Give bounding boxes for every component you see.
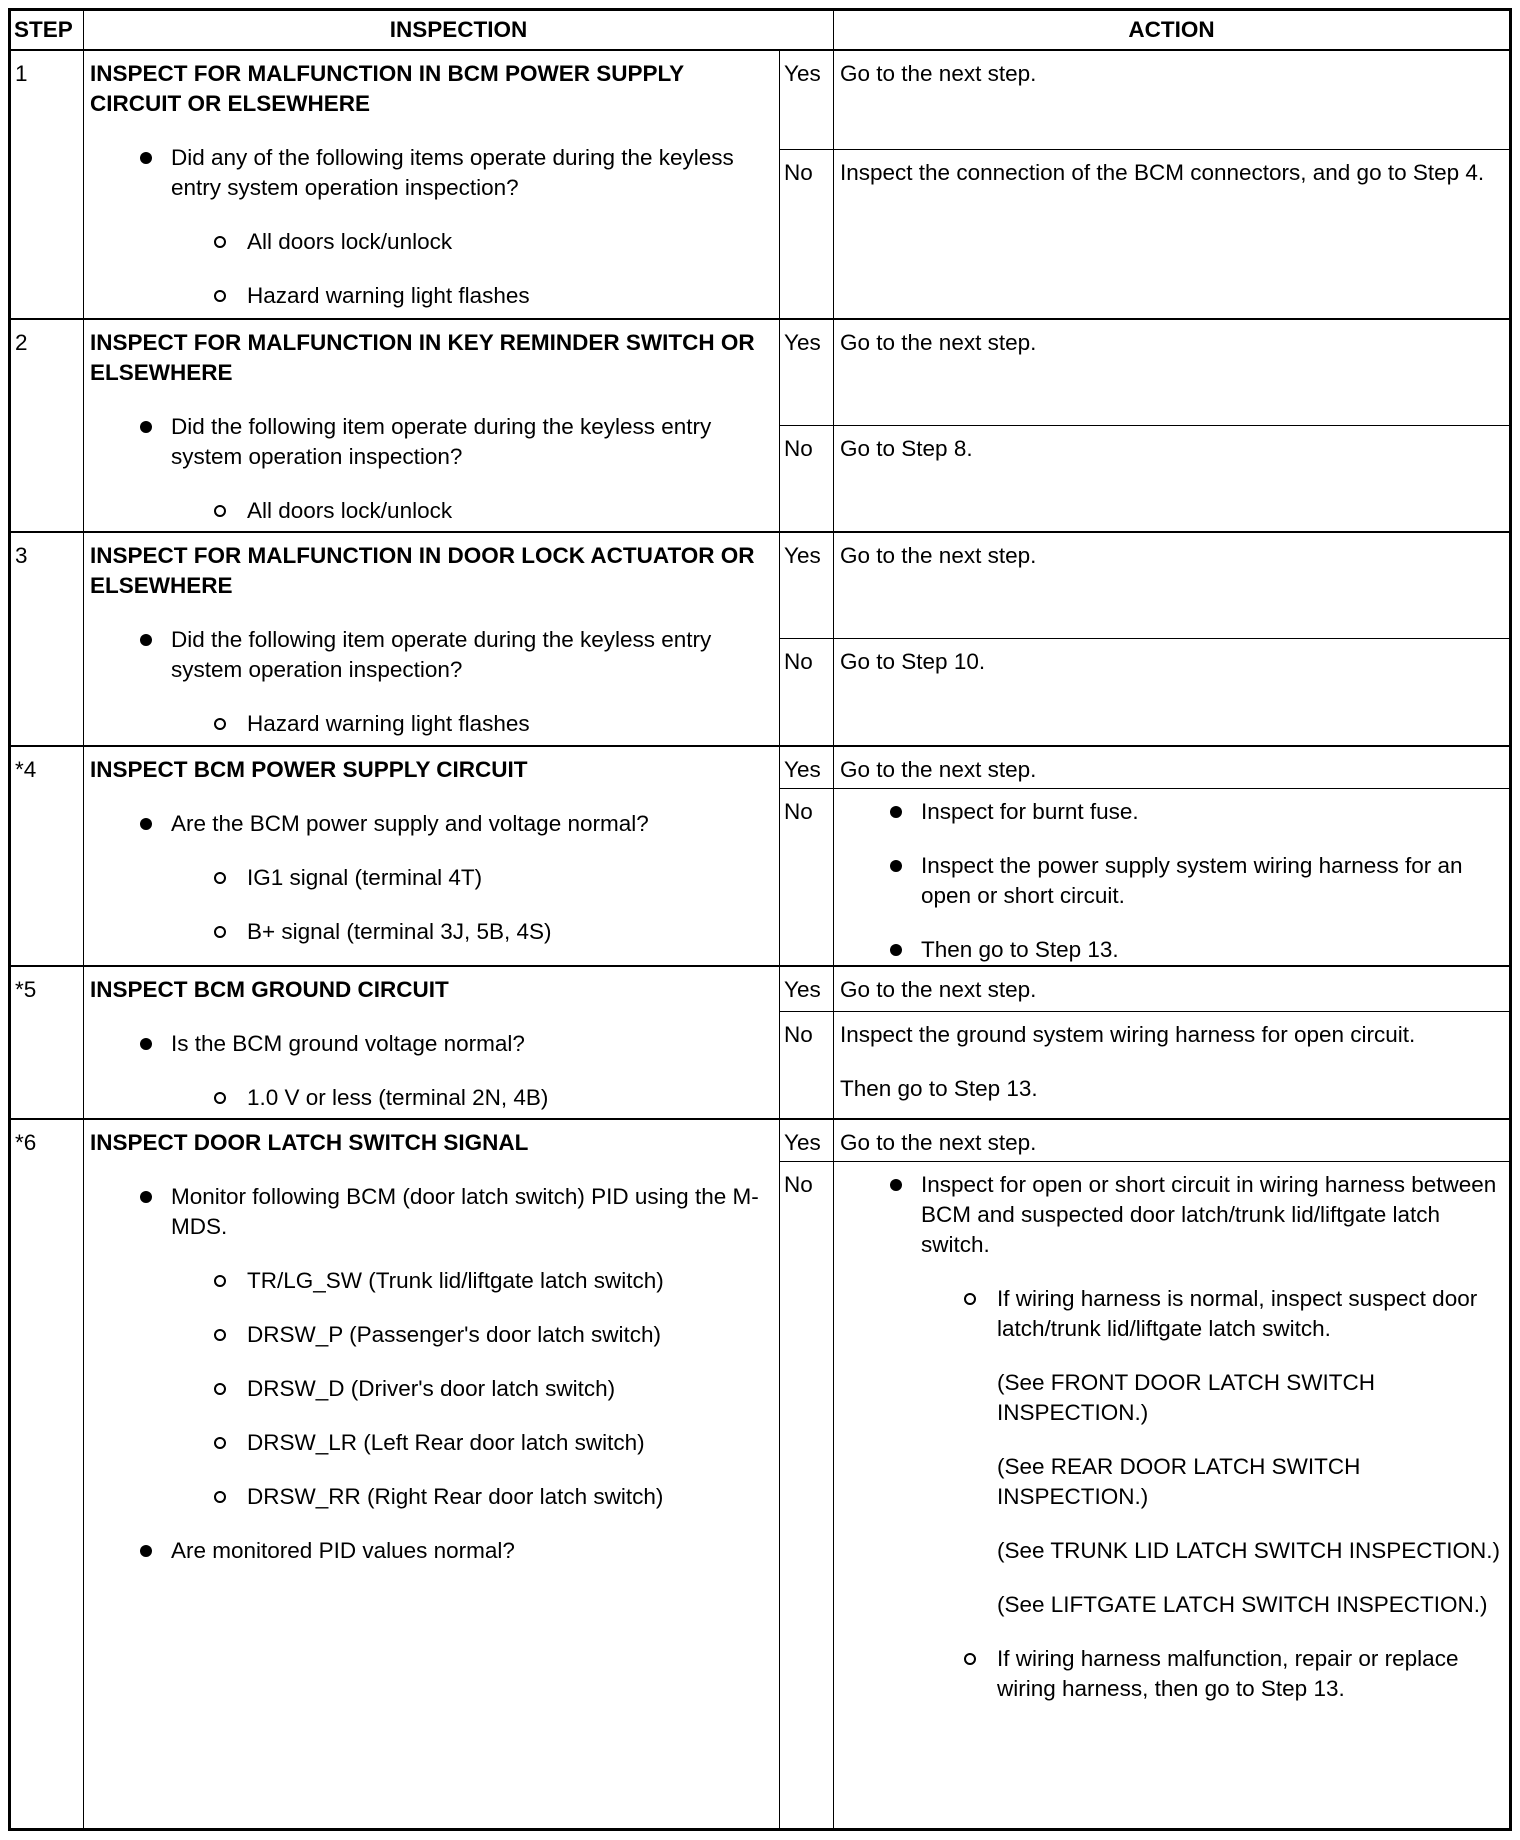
inspection-cell [84,532,780,746]
item-text: B+ signal (terminal 3J, 5B, 4S) [247,919,552,944]
no-label: No [780,425,834,532]
paragraph [840,755,1501,785]
paragraph [840,1128,1501,1158]
sub-item [840,1452,1501,1512]
circle-bullet-icon [214,1491,226,1503]
bullet-item [840,851,1501,911]
paragraph [840,1074,1501,1104]
sub-item [90,1320,771,1350]
item-text: Monitor following BCM (door latch switch) PID using the M-MDS. [171,1183,759,1239]
sub-item [840,1644,1501,1704]
step-number: 1 [10,50,84,319]
item-text: Go to the next step. [840,61,1037,86]
item-text: Go to the next step. [840,976,1037,1002]
bullet-item [90,1182,771,1242]
circle-bullet-icon [964,1293,976,1305]
paragraph [840,647,1501,677]
bullet-dot-icon [890,806,902,818]
bullet-dot-icon [140,421,152,433]
yes-label: Yes [780,966,834,1012]
item-text: If wiring harness malfunction, repair or replace wiring harness, then go to Step 13. [997,1646,1459,1701]
no-action [834,425,1511,532]
step-row-2 [10,319,1511,425]
step-number: *5 [10,966,84,1119]
paragraph [840,158,1501,188]
step-row-4 [10,746,1511,788]
item-text: Hazard warning light flashes [247,711,530,736]
inspection-cell [84,966,780,1119]
item-text: Go to the next step. [840,757,1037,782]
yes-label: Yes [780,532,834,638]
item-text: (See FRONT DOOR LATCH SWITCH INSPECTION.) [997,1370,1375,1425]
bullet-item [840,797,1501,827]
bullet-dot-icon [140,818,152,830]
no-action [834,638,1511,746]
item-text: Go to Step 8. [840,435,973,461]
bullet-item [90,1029,771,1059]
bullet-item [90,625,771,685]
bullet-item [90,412,771,472]
inspection-cell [84,746,780,966]
circle-bullet-icon [214,1092,226,1104]
item-text: Inspect the ground system wiring harness for open circuit. [840,1022,1416,1047]
circle-bullet-icon [214,1437,226,1449]
sub-item [90,1083,771,1113]
bullet-dot-icon [140,1191,152,1203]
circle-bullet-icon [214,1383,226,1395]
step-number: 2 [10,319,84,532]
yes-label: Yes [780,1119,834,1162]
header-action: ACTION [834,10,1511,51]
table-body [10,50,1511,1830]
item-text: Inspect for open or short circuit in wiring harness between BCM and suspected door latch/trunk lid/liftgate latch switch. [921,1172,1497,1257]
item-text: Inspect the power supply system wiring harness for an open or short circuit. [921,852,1463,908]
paragraph [840,1020,1501,1050]
bullet-item [90,809,771,839]
circle-bullet-icon [214,505,226,517]
sub-item [90,496,771,526]
item-text: Did any of the following items operate during the keyless entry system operation inspection? [171,145,734,200]
inspection-cell [84,319,780,532]
yes-action [834,746,1511,788]
item-text: (See LIFTGATE LATCH SWITCH INSPECTION.) [997,1592,1488,1617]
no-action [834,788,1511,966]
item-text: DRSW_P (Passenger's door latch switch) [247,1321,662,1347]
item-text: Then go to Step 13. [840,1076,1038,1101]
item-text: Inspect the connection of the BCM connectors, and go to Step 4. [840,159,1485,185]
sub-item [90,227,771,257]
no-label: No [780,149,834,319]
bullet-item [840,935,1501,965]
inspection-title: INSPECT BCM GROUND CIRCUIT [90,976,449,1002]
troubleshooting-table [8,8,1512,1831]
sub-item [840,1284,1501,1344]
item-text: All doors lock/unlock [247,229,453,254]
yes-action [834,966,1511,1012]
item-text: (See REAR DOOR LATCH SWITCH INSPECTION.) [997,1454,1361,1509]
item-text: 1.0 V or less (terminal 2N, 4B) [247,1084,549,1110]
yes-action [834,50,1511,149]
header-step: STEP [10,10,84,51]
paragraph [840,541,1501,571]
sub-item [90,1428,771,1458]
step-number: *6 [10,1119,84,1830]
item-text: Is the BCM ground voltage normal? [171,1030,525,1056]
sub-item [90,1374,771,1404]
inspection-title: INSPECT FOR MALFUNCTION IN BCM POWER SUPPLY CIRCUIT OR ELSEWHERE [90,61,684,116]
circle-bullet-icon [964,1653,976,1665]
sub-item [90,709,771,739]
item-text: Hazard warning light flashes [247,283,530,308]
bullet-dot-icon [890,1179,902,1191]
item-text: If wiring harness is normal, inspect suspect door latch/trunk lid/liftgate latch switch. [997,1286,1478,1341]
yes-action [834,319,1511,425]
bullet-dot-icon [140,1038,152,1050]
item-text: Are the BCM power supply and voltage normal? [171,811,649,836]
inspection-title: INSPECT FOR MALFUNCTION IN KEY REMINDER SWITCH OR ELSEWHERE [90,330,755,385]
sub-item [90,863,771,893]
step-row-1 [10,50,1511,149]
no-label: No [780,1162,834,1830]
no-label: No [780,638,834,746]
bullet-item [840,1170,1501,1260]
item-text: DRSW_D (Driver's door latch switch) [247,1375,616,1401]
no-label: No [780,1012,834,1119]
item-text: DRSW_RR (Right Rear door latch switch) [247,1483,664,1509]
sub-item [840,1590,1501,1620]
bullet-dot-icon [890,860,902,872]
item-text: DRSW_LR (Left Rear door latch switch) [247,1429,645,1455]
header-inspection: INSPECTION [84,10,834,51]
bullet-item [90,1536,771,1566]
yes-label: Yes [780,319,834,425]
item-text: Go to the next step. [840,1129,1037,1155]
sub-item [90,1266,771,1296]
bullet-dot-icon [140,634,152,646]
bullet-item [90,143,771,203]
yes-action [834,532,1511,638]
circle-bullet-icon [214,872,226,884]
item-text: TR/LG_SW (Trunk lid/liftgate latch switch) [247,1267,664,1293]
sub-item [90,917,771,947]
no-action [834,1012,1511,1119]
circle-bullet-icon [214,236,226,248]
inspection-title: INSPECT DOOR LATCH SWITCH SIGNAL [90,1129,529,1155]
item-text: Inspect for burnt fuse. [921,798,1139,824]
table-header-row [10,10,1511,51]
circle-bullet-icon [214,926,226,938]
step-number: *4 [10,746,84,966]
paragraph [840,434,1501,464]
inspection-title: INSPECT BCM POWER SUPPLY CIRCUIT [90,757,528,782]
step-row-6 [10,1119,1511,1162]
bullet-dot-icon [890,944,902,956]
paragraph [840,59,1501,89]
circle-bullet-icon [214,1329,226,1341]
item-text: Did the following item operate during the keyless entry system operation inspection? [171,627,712,682]
sub-item [840,1536,1501,1566]
sub-item [840,1368,1501,1428]
item-text: Then go to Step 13. [921,936,1119,962]
step-number: 3 [10,532,84,746]
inspection-cell [84,50,780,319]
item-text: Go to Step 10. [840,648,986,674]
yes-label: Yes [780,50,834,149]
yes-label: Yes [780,746,834,788]
item-text: Go to the next step. [840,543,1037,568]
circle-bullet-icon [214,718,226,730]
item-text: (See TRUNK LID LATCH SWITCH INSPECTION.) [997,1538,1500,1563]
item-text: IG1 signal (terminal 4T) [247,865,483,890]
inspection-cell [84,1119,780,1830]
sub-item [90,281,771,311]
item-text: Are monitored PID values normal? [171,1537,515,1563]
step-row-3 [10,532,1511,638]
item-text: All doors lock/unlock [247,498,453,523]
sub-item [90,1482,771,1512]
no-action [834,149,1511,319]
no-action [834,1162,1511,1830]
bullet-dot-icon [140,1545,152,1557]
circle-bullet-icon [214,290,226,302]
item-text: Did the following item operate during the keyless entry system operation inspection? [171,414,712,469]
inspection-title: INSPECT FOR MALFUNCTION IN DOOR LOCK ACTUATOR OR ELSEWHERE [90,543,755,598]
circle-bullet-icon [214,1275,226,1287]
paragraph [840,975,1501,1005]
step-row-5 [10,966,1511,1012]
bullet-dot-icon [140,152,152,164]
item-text: Go to the next step. [840,330,1037,355]
no-label: No [780,788,834,966]
yes-action [834,1119,1511,1162]
paragraph [840,328,1501,358]
